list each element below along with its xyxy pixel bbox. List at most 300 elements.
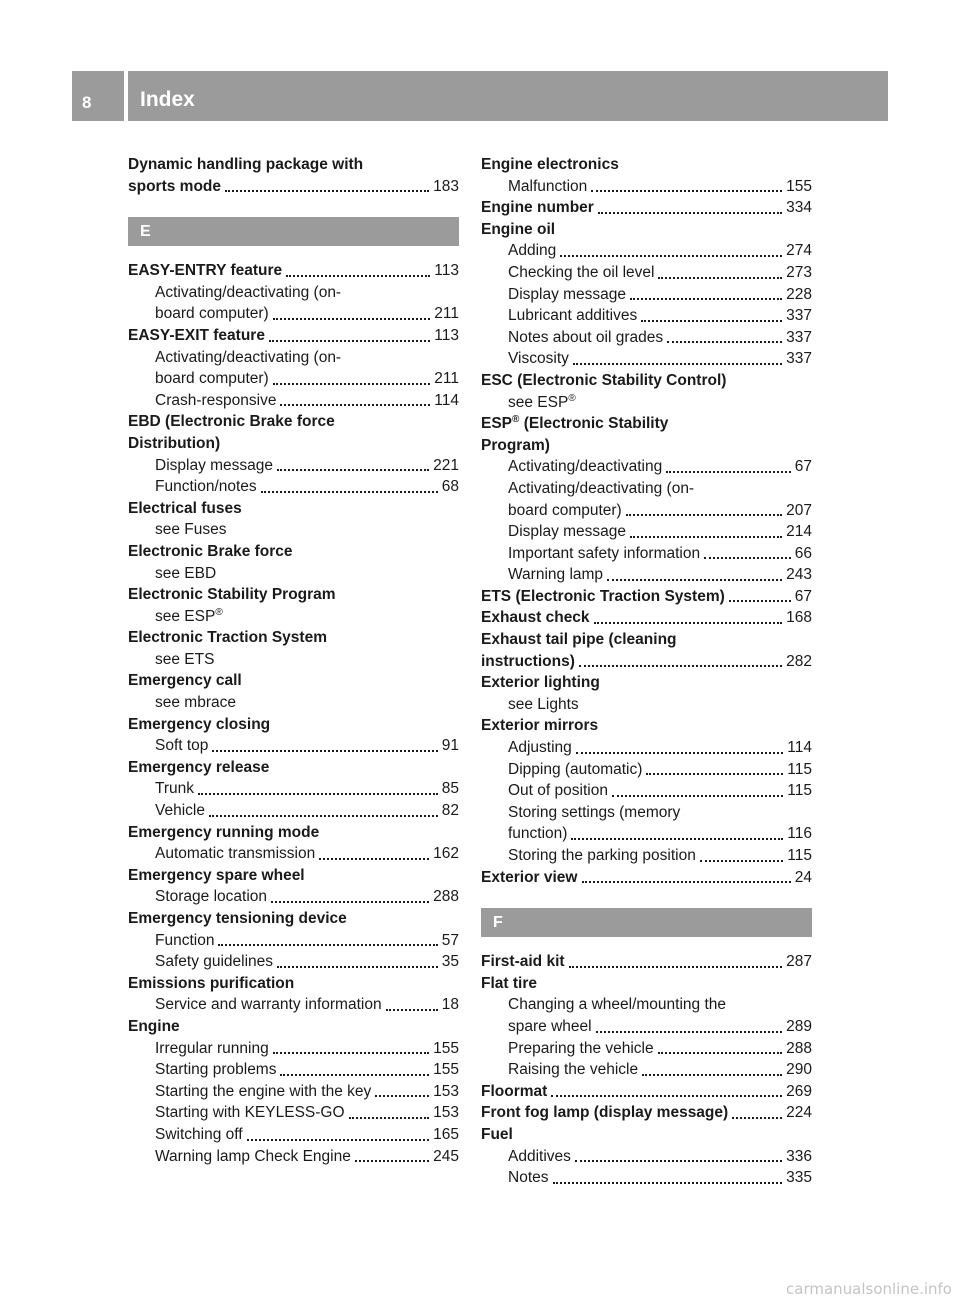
dot-leader bbox=[560, 247, 782, 257]
dot-leader bbox=[225, 182, 429, 192]
index-entry bbox=[481, 1016, 812, 1038]
dot-leader bbox=[386, 1001, 438, 1011]
entry-label bbox=[508, 327, 663, 349]
entry-text: Exterior lighting bbox=[481, 674, 600, 692]
entry-text: Engine oil bbox=[481, 220, 556, 238]
entry-label bbox=[128, 1016, 180, 1038]
dot-leader bbox=[261, 483, 438, 493]
entry-text: Storing the parking position bbox=[508, 847, 696, 864]
entry-label bbox=[155, 1059, 276, 1081]
dot-leader bbox=[576, 744, 784, 754]
entry-label bbox=[155, 649, 214, 671]
index-entry bbox=[481, 759, 812, 781]
index-entry bbox=[128, 368, 459, 390]
entry-label bbox=[128, 584, 336, 606]
page-ref: 334 bbox=[786, 199, 812, 217]
index-heading bbox=[481, 629, 812, 651]
index-entry bbox=[481, 176, 812, 198]
page-ref: 337 bbox=[786, 307, 812, 325]
entry-text: Service and warranty information bbox=[155, 996, 382, 1014]
page-ref: 221 bbox=[433, 456, 459, 474]
entry-label bbox=[481, 219, 555, 241]
page-ref: 115 bbox=[787, 847, 812, 864]
entry-text: Trunk bbox=[155, 780, 195, 798]
dot-leader bbox=[273, 1044, 429, 1054]
entry-text: Starting with KEYLESS-GO bbox=[155, 1104, 345, 1122]
dot-leader bbox=[630, 528, 782, 538]
index-entry bbox=[481, 543, 812, 565]
index-heading bbox=[128, 498, 459, 520]
entry-label bbox=[481, 951, 565, 973]
entry-label bbox=[128, 627, 327, 649]
entry-text: Dipping (automatic) bbox=[508, 760, 643, 778]
page-ref: 116 bbox=[787, 825, 812, 843]
index-heading bbox=[128, 649, 459, 671]
dot-leader bbox=[575, 1152, 782, 1162]
entry-text: board computer) bbox=[155, 305, 269, 323]
entry-label bbox=[481, 607, 590, 629]
page-ref: 288 bbox=[433, 888, 459, 906]
index-entry bbox=[481, 284, 812, 306]
index-entry bbox=[128, 1102, 459, 1124]
registered-mark: ® bbox=[215, 606, 223, 618]
entry-text: Dynamic handling package with bbox=[128, 156, 364, 173]
entry-text: Warning lamp bbox=[508, 566, 604, 584]
entry-text: Program) bbox=[481, 436, 550, 454]
entry-text: EASY-EXIT feature bbox=[128, 326, 265, 344]
index-entry bbox=[128, 455, 459, 477]
page-ref: 115 bbox=[787, 760, 812, 778]
entry-text: ETS (Electronic Traction System) bbox=[481, 587, 725, 605]
index-entry bbox=[481, 240, 812, 262]
entry-label bbox=[508, 780, 608, 802]
page-ref: 274 bbox=[786, 242, 812, 260]
entry-label bbox=[155, 1124, 243, 1146]
entry-text: see ETS bbox=[155, 650, 215, 668]
entry-text: Display message bbox=[155, 456, 274, 474]
entry-label bbox=[128, 176, 221, 198]
entry-label bbox=[508, 737, 572, 759]
page-ref: 91 bbox=[441, 737, 459, 755]
dot-leader bbox=[666, 463, 791, 473]
entry-text: EBD (Electronic Brake force bbox=[128, 413, 335, 431]
entry-text: Viscosity bbox=[508, 350, 569, 368]
entry-label bbox=[481, 672, 600, 694]
dot-leader bbox=[598, 204, 782, 214]
entry-label bbox=[155, 1081, 371, 1103]
index-entry bbox=[128, 994, 459, 1016]
entry-label bbox=[481, 435, 550, 457]
entry-text: Electronic Traction System bbox=[128, 629, 327, 647]
dot-leader bbox=[277, 461, 429, 471]
index-heading bbox=[128, 670, 459, 692]
entry-label bbox=[508, 543, 700, 565]
entry-label bbox=[508, 1167, 549, 1189]
dot-leader bbox=[582, 873, 791, 883]
index-entry bbox=[128, 843, 459, 865]
page-ref: 288 bbox=[786, 1039, 812, 1057]
entry-label bbox=[481, 1102, 728, 1124]
entry-text: Engine bbox=[128, 1017, 180, 1035]
entry-text: Fuel bbox=[481, 1125, 513, 1143]
entry-label bbox=[508, 1059, 638, 1081]
entry-label bbox=[508, 694, 579, 716]
entry-text: ESC (Electronic Stability Control) bbox=[481, 371, 727, 389]
index-heading bbox=[128, 627, 459, 649]
index-heading bbox=[481, 435, 812, 457]
entry-text: Engine electronics bbox=[481, 156, 619, 173]
dot-leader bbox=[607, 571, 782, 581]
entry-label bbox=[155, 843, 315, 865]
entry-label bbox=[128, 757, 269, 779]
index-entry bbox=[481, 651, 812, 673]
index-heading bbox=[481, 715, 812, 737]
entry-text: see EBD bbox=[155, 564, 217, 582]
page-ref: 113 bbox=[434, 262, 459, 280]
dot-leader bbox=[198, 785, 438, 795]
entry-label bbox=[128, 865, 305, 887]
index-heading bbox=[481, 413, 812, 435]
index-entry bbox=[481, 607, 812, 629]
entry-text: Exhaust tail pipe (cleaning bbox=[481, 631, 677, 649]
page-ref: 57 bbox=[441, 931, 459, 949]
page-ref: 211 bbox=[434, 370, 459, 388]
dot-leader bbox=[594, 614, 783, 624]
entry-text: Safety guidelines bbox=[155, 953, 274, 971]
dot-leader bbox=[286, 267, 430, 277]
dot-leader bbox=[626, 506, 782, 516]
entry-text: Display message bbox=[508, 285, 627, 303]
entry-label bbox=[155, 347, 341, 369]
page-ref: 165 bbox=[433, 1125, 459, 1143]
page-ref: 24 bbox=[794, 868, 812, 886]
entry-text: Changing a wheel/mounting the bbox=[508, 996, 727, 1014]
entry-text: Malfunction bbox=[508, 177, 588, 195]
entry-label bbox=[155, 1102, 345, 1124]
dot-leader bbox=[641, 312, 782, 322]
dot-leader bbox=[280, 1066, 429, 1076]
entry-text: Adding bbox=[508, 242, 557, 260]
index-entry bbox=[481, 262, 812, 284]
page-ref: 211 bbox=[434, 305, 459, 323]
page-ref: 114 bbox=[434, 391, 459, 409]
entry-text: Emergency spare wheel bbox=[128, 866, 305, 884]
entry-text: ESP bbox=[481, 415, 513, 433]
entry-label bbox=[155, 951, 273, 973]
dot-leader bbox=[646, 765, 783, 775]
index-heading bbox=[128, 606, 459, 628]
dot-leader bbox=[612, 787, 783, 797]
entry-text: Storing settings (memory bbox=[508, 803, 681, 821]
entry-text: Emissions purification bbox=[128, 974, 295, 992]
entry-label bbox=[508, 845, 696, 867]
index-heading bbox=[128, 347, 459, 369]
dot-leader bbox=[553, 1174, 783, 1184]
index-entry bbox=[128, 1124, 459, 1146]
index-entry bbox=[481, 521, 812, 543]
index-entry bbox=[128, 1146, 459, 1168]
index-heading bbox=[481, 478, 812, 500]
entry-text: Adjusting bbox=[508, 739, 572, 757]
index-heading bbox=[128, 1016, 459, 1038]
entry-label bbox=[508, 823, 567, 845]
entry-label bbox=[508, 500, 622, 522]
page-ref: 214 bbox=[786, 523, 812, 541]
entry-label bbox=[508, 284, 626, 306]
entry-label bbox=[481, 629, 677, 651]
index-heading bbox=[481, 154, 812, 176]
entry-text: spare wheel bbox=[508, 1017, 592, 1035]
dot-leader bbox=[271, 893, 429, 903]
entry-text-cont: (Electronic Stability bbox=[519, 415, 669, 433]
entry-label bbox=[155, 778, 194, 800]
index-entry bbox=[128, 476, 459, 498]
entry-text: Checking the oil level bbox=[508, 263, 655, 281]
page-ref: 290 bbox=[786, 1061, 812, 1079]
page-ref: 337 bbox=[786, 350, 812, 368]
entry-label bbox=[128, 973, 294, 995]
entry-text: Activating/deactivating (on- bbox=[155, 348, 342, 366]
index-heading bbox=[481, 694, 812, 716]
page-ref: 155 bbox=[433, 1039, 459, 1057]
index-entry bbox=[481, 305, 812, 327]
entry-text: Activating/deactivating (on- bbox=[508, 479, 695, 497]
index-heading bbox=[481, 994, 812, 1016]
page-ref: 273 bbox=[786, 263, 812, 281]
entry-text: board computer) bbox=[155, 370, 269, 388]
entry-text: Starting the engine with the key bbox=[155, 1082, 372, 1100]
page-ref: 289 bbox=[786, 1017, 812, 1035]
index-heading bbox=[128, 822, 459, 844]
watermark: carmanualsonline.info bbox=[786, 1280, 952, 1298]
page-ref: 168 bbox=[786, 609, 812, 627]
entry-label bbox=[155, 735, 208, 757]
dot-leader bbox=[579, 657, 782, 667]
index-entry bbox=[481, 823, 812, 845]
index-entry bbox=[481, 867, 812, 889]
dot-leader bbox=[732, 1109, 782, 1119]
index-heading bbox=[128, 519, 459, 541]
entry-text: Notes bbox=[508, 1169, 549, 1187]
entry-text: Automatic transmission bbox=[155, 845, 316, 863]
dot-leader bbox=[273, 310, 431, 320]
entry-label bbox=[508, 759, 642, 781]
page-ref: 85 bbox=[441, 780, 459, 798]
entry-label bbox=[508, 262, 654, 284]
page-ref: 114 bbox=[787, 739, 812, 757]
entry-text: board computer) bbox=[508, 501, 622, 519]
dot-leader bbox=[658, 1044, 783, 1054]
dot-leader bbox=[269, 332, 430, 342]
dot-leader bbox=[642, 1066, 782, 1076]
entry-text: Activating/deactivating bbox=[508, 458, 663, 476]
index-entry bbox=[128, 176, 459, 198]
entry-label bbox=[155, 390, 276, 412]
entry-label bbox=[508, 456, 662, 478]
page-ref: 155 bbox=[786, 177, 812, 195]
entry-label bbox=[481, 413, 668, 435]
entry-text: EASY-ENTRY feature bbox=[128, 262, 283, 280]
entry-label bbox=[481, 715, 598, 737]
entry-label bbox=[481, 370, 726, 392]
entry-text: function) bbox=[508, 825, 568, 843]
index-entry bbox=[128, 930, 459, 952]
index-heading bbox=[481, 392, 812, 414]
entry-text: Lubricant additives bbox=[508, 307, 638, 325]
index-entry bbox=[481, 1102, 812, 1124]
entry-label bbox=[155, 1038, 269, 1060]
entry-text: Crash-responsive bbox=[155, 391, 277, 409]
index-entry bbox=[481, 564, 812, 586]
entry-label bbox=[155, 563, 216, 585]
entry-text: see Fuses bbox=[155, 521, 227, 539]
dot-leader bbox=[571, 830, 783, 840]
dot-leader bbox=[209, 807, 438, 817]
page-ref: 245 bbox=[433, 1147, 459, 1165]
entry-label bbox=[508, 478, 694, 500]
index-entry bbox=[128, 735, 459, 757]
page-ref: 269 bbox=[786, 1082, 812, 1100]
entry-label bbox=[155, 994, 382, 1016]
entry-label bbox=[481, 651, 575, 673]
entry-label bbox=[155, 606, 223, 628]
index-heading bbox=[481, 973, 812, 995]
page-number: 8 bbox=[82, 93, 92, 112]
entry-label bbox=[508, 1038, 654, 1060]
index-heading bbox=[481, 370, 812, 392]
index-heading bbox=[128, 584, 459, 606]
entry-text: Emergency release bbox=[128, 758, 270, 776]
registered-mark: ® bbox=[568, 392, 576, 404]
dot-leader bbox=[273, 375, 431, 385]
entry-label bbox=[128, 822, 319, 844]
page-ref: 243 bbox=[786, 566, 812, 584]
entry-text: Irregular running bbox=[155, 1039, 269, 1057]
page-ref: 155 bbox=[433, 1061, 459, 1079]
index-heading bbox=[128, 282, 459, 304]
page-ref: 115 bbox=[787, 782, 812, 800]
entry-label bbox=[128, 714, 270, 736]
entry-text: Switching off bbox=[155, 1125, 243, 1143]
entry-label bbox=[128, 260, 282, 282]
index-entry bbox=[128, 1038, 459, 1060]
entry-text: Important safety information bbox=[508, 544, 701, 562]
entry-label bbox=[155, 886, 267, 908]
index-heading bbox=[128, 541, 459, 563]
entry-text: Emergency closing bbox=[128, 715, 271, 733]
index-entry bbox=[481, 348, 812, 370]
index-entry bbox=[128, 303, 459, 325]
page-ref: 282 bbox=[786, 652, 812, 670]
page-ref: 66 bbox=[794, 544, 812, 562]
entry-label bbox=[128, 541, 293, 563]
entry-label bbox=[128, 325, 265, 347]
index-entry bbox=[481, 197, 812, 219]
entry-label bbox=[155, 692, 236, 714]
entry-text: Raising the vehicle bbox=[508, 1061, 639, 1079]
index-heading bbox=[128, 692, 459, 714]
entry-text: Emergency call bbox=[128, 672, 242, 690]
dot-leader bbox=[355, 1152, 429, 1162]
entry-text: Exterior view bbox=[481, 868, 578, 886]
entry-label bbox=[128, 498, 242, 520]
dot-leader bbox=[280, 396, 430, 406]
index-column-left bbox=[128, 154, 459, 1167]
page-ref: 67 bbox=[794, 458, 812, 476]
entry-label bbox=[508, 176, 587, 198]
letter-heading: E bbox=[128, 217, 459, 246]
entry-label bbox=[481, 1081, 547, 1103]
entry-label bbox=[128, 154, 363, 176]
index-entry bbox=[481, 1038, 812, 1060]
index-entry bbox=[481, 845, 812, 867]
entry-label bbox=[481, 973, 537, 995]
index-heading bbox=[128, 433, 459, 455]
dot-leader bbox=[569, 958, 783, 968]
entry-text: Starting problems bbox=[155, 1061, 277, 1079]
entry-text: First-aid kit bbox=[481, 953, 565, 971]
entry-label bbox=[508, 564, 603, 586]
entry-text: Flat tire bbox=[481, 974, 537, 992]
index-entry bbox=[128, 1081, 459, 1103]
page-ref: 287 bbox=[786, 953, 812, 971]
page-ref: 35 bbox=[441, 953, 459, 971]
index-entry bbox=[128, 886, 459, 908]
index-entry bbox=[481, 1146, 812, 1168]
index-entry bbox=[128, 390, 459, 412]
index-column-right bbox=[481, 154, 812, 1189]
entry-text: Function bbox=[155, 931, 215, 949]
dot-leader bbox=[704, 549, 791, 559]
entry-text: Electronic Stability Program bbox=[128, 586, 336, 604]
page-ref: 67 bbox=[794, 587, 812, 605]
index-heading bbox=[481, 219, 812, 241]
dot-leader bbox=[630, 290, 782, 300]
index-heading bbox=[128, 865, 459, 887]
header-divider bbox=[124, 71, 128, 121]
entry-text: sports mode bbox=[128, 177, 222, 195]
index-entry bbox=[481, 951, 812, 973]
index-heading bbox=[128, 757, 459, 779]
entry-label bbox=[508, 521, 626, 543]
entry-text: Function/notes bbox=[155, 478, 257, 496]
index-heading bbox=[128, 154, 459, 176]
entry-label bbox=[155, 368, 269, 390]
page-ref: 337 bbox=[786, 328, 812, 346]
entry-label bbox=[481, 154, 619, 176]
entry-label bbox=[508, 1146, 571, 1168]
entry-label bbox=[155, 455, 273, 477]
dot-leader bbox=[573, 355, 782, 365]
entry-label bbox=[508, 1016, 592, 1038]
index-entry bbox=[481, 1059, 812, 1081]
entry-text: Soft top bbox=[155, 737, 209, 755]
index-entry bbox=[128, 1059, 459, 1081]
dot-leader bbox=[658, 269, 782, 279]
entry-text: Exterior mirrors bbox=[481, 717, 599, 735]
dot-leader bbox=[700, 852, 783, 862]
entry-text: Front fog lamp (display message) bbox=[481, 1104, 729, 1122]
entry-label bbox=[508, 392, 576, 414]
entry-text: Engine number bbox=[481, 199, 594, 217]
entry-label bbox=[128, 670, 242, 692]
entry-label bbox=[155, 800, 205, 822]
index-entry bbox=[481, 1167, 812, 1189]
entry-text: Emergency running mode bbox=[128, 823, 320, 841]
dot-leader bbox=[218, 936, 437, 946]
registered-mark: ® bbox=[512, 413, 520, 425]
entry-label bbox=[481, 586, 725, 608]
